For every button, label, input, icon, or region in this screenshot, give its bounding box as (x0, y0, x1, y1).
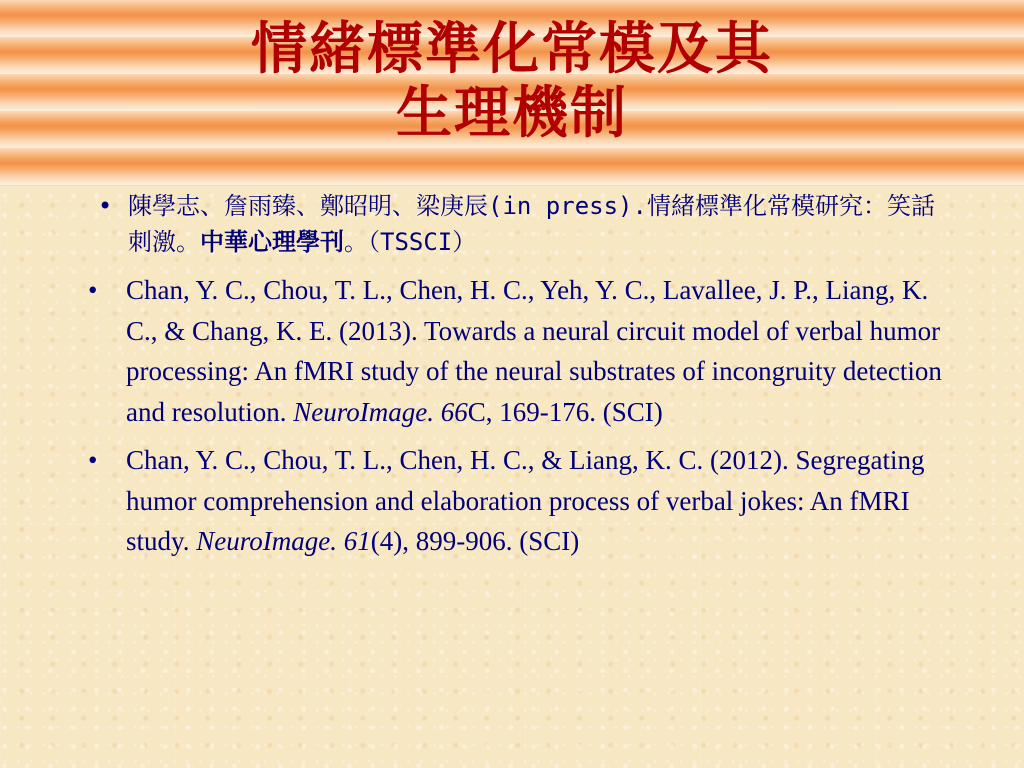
reference-index: 。（TSSCI） (344, 228, 477, 256)
slide-title-line-2: 生理機制 (396, 81, 628, 146)
journal-name: NeuroImage. 66 (293, 396, 468, 427)
reference-item-2013 (88, 270, 948, 432)
reference-title: Segregating humor comprehension and elaboration process of verbal jokes: An fMRI study. (126, 445, 925, 556)
journal-name: NeuroImage. 61 (196, 526, 371, 556)
reference-item-chinese (88, 188, 948, 260)
reference-authors: Chan, Y. C., Chou, T. L., Chen, H. C., & Liang, K. C. (2012). (126, 445, 796, 475)
bullet: • (88, 445, 98, 475)
reference-title: Towards a neural circuit model of verbal humor processing: An fMRI study of the neural substrates of incongruity detection and resolution. (126, 315, 942, 427)
reference-text: 陳學志、詹雨臻、鄭昭明、梁庚辰(in press).情緒標準化常模研究：笑話刺激。 (128, 192, 935, 256)
bullet: • (88, 275, 98, 305)
slide-title-line-1: 情緒標準化常模及其 (251, 17, 773, 82)
bullet: • (98, 192, 113, 220)
reference-authors: Chan, Y. C., Chou, T. L., Chen, H. C., Yeh, Y. C., Lavallee, J. P., Liang, K. C., & Chang, K. E. (2013). (126, 275, 929, 346)
reference-pages: (4), 899-906. (SCI) (370, 526, 580, 556)
reference-item-2012 (88, 440, 948, 562)
reference-pages: C, 169-176. (SCI) (467, 396, 663, 427)
journal-name: 中華心理學刊 (200, 228, 344, 256)
reference-list (88, 188, 948, 570)
slide-title (0, 18, 1024, 146)
